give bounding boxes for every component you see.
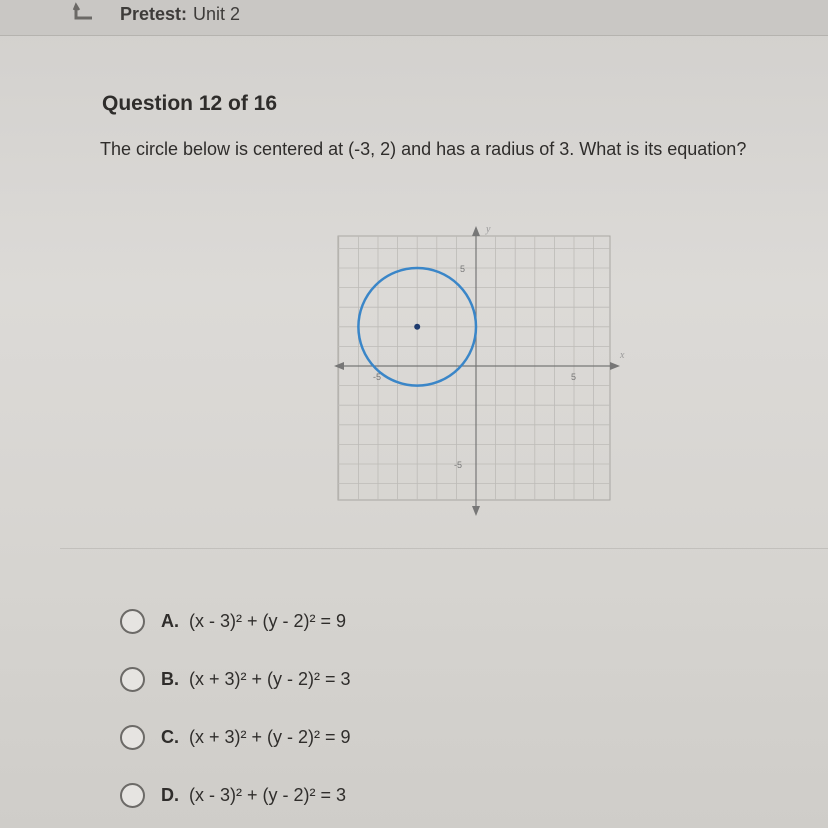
x-axis-arrow-right (610, 362, 620, 370)
option-letter: A. (161, 610, 179, 631)
divider (60, 548, 828, 549)
unit-label: Unit 2 (193, 4, 241, 24)
graph-frame (338, 236, 610, 500)
option-letter: C. (161, 726, 179, 747)
return-arrow-icon[interactable] (72, 2, 100, 24)
tick-label-x-5: 5 (571, 372, 577, 382)
tick-label-y-neg5: -5 (454, 460, 463, 470)
option-letter: B. (161, 668, 179, 689)
radio-button-c[interactable] (120, 725, 145, 750)
option-letter: D. (161, 784, 179, 805)
option-equation: (x - 3)² + (y - 2)² = 9 (189, 610, 347, 631)
coordinate-graph (318, 218, 636, 528)
radio-button-a[interactable] (120, 609, 145, 634)
option-c[interactable] (120, 708, 351, 766)
y-axis-label: y (486, 224, 491, 235)
tick-label-y-5: 5 (460, 264, 466, 274)
y-axis-arrow-down (472, 506, 480, 516)
circle-center-point (414, 324, 420, 330)
option-equation: (x - 3)² + (y - 2)² = 3 (189, 784, 347, 805)
option-equation: (x + 3)² + (y - 2)² = 9 (189, 726, 351, 747)
graph-svg (318, 218, 636, 528)
grid-lines (338, 236, 610, 500)
option-d[interactable] (120, 766, 351, 824)
option-a[interactable] (120, 592, 351, 650)
pretest-title (120, 4, 240, 25)
x-axis-label: x (620, 350, 625, 361)
question-number: Question 12 of 16 (102, 92, 278, 115)
question-text: The circle below is centered at (-3, 2) and has a radius of 3. What is its equation? (100, 139, 747, 159)
option-equation: (x + 3)² + (y - 2)² = 3 (189, 668, 351, 689)
pretest-label: Pretest: (120, 4, 188, 24)
radio-button-b[interactable] (120, 667, 145, 692)
tick-label-x-neg5: -5 (373, 372, 382, 382)
y-axis-arrow-up (472, 226, 480, 236)
top-bar (0, 0, 828, 36)
option-b[interactable] (120, 650, 351, 708)
answer-options (120, 592, 351, 824)
radio-button-d[interactable] (120, 783, 145, 808)
